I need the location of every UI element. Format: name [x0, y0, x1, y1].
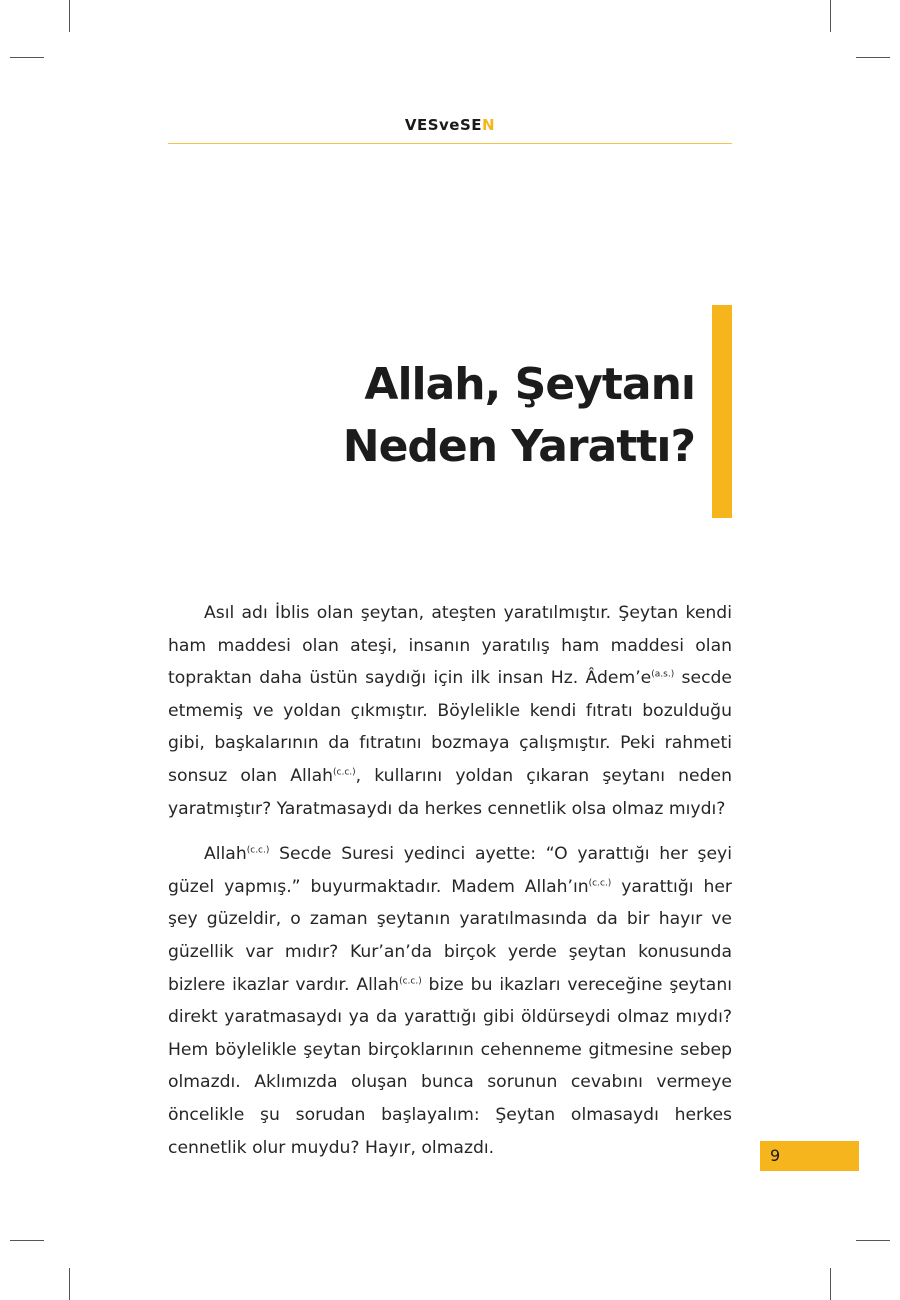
crop-mark — [69, 0, 70, 32]
chapter-title — [343, 354, 695, 478]
crop-mark — [830, 0, 831, 32]
honorific-superscript: (c.c.) — [333, 767, 356, 778]
chapter-title-line-2: Neden Yarattı? — [342, 421, 695, 472]
crop-mark — [10, 1240, 44, 1241]
text-run: bize bu ikazları vereceğine şeytanı direkt yaratmasaydı ya da yarattığı gibi öldürseydi olmaz mıydı? Hem böylelikle şeytan birçoklarının cehenneme gitmesine sebep olmazdı. Aklımızda oluşan bunca sorunun cevabını vermeye öncelikle şu sorudan başlayalım: Şeytan olmasaydı herkes cennetlik olur muydu? Hayır, olmazdı. — [168, 974, 732, 1158]
brand-accent-letter: N — [482, 116, 496, 134]
title-accent-bar — [712, 305, 732, 518]
brand-main: VESveSE — [404, 116, 483, 134]
page-number-tab — [760, 1141, 859, 1171]
chapter-title-line-1: Allah, Şeytanı — [364, 359, 695, 410]
running-header — [168, 116, 732, 134]
paragraph-2 — [168, 838, 732, 1164]
honorific-superscript: (c.c.) — [588, 878, 612, 889]
crop-mark — [10, 57, 44, 58]
honorific-superscript: (c.c.) — [246, 845, 270, 856]
text-run: , kullarını yoldan çıkaran şeytanı neden yaratmıştır? Yaratmasaydı da herkes cennetlik olsa olmaz mıydı? — [168, 765, 732, 819]
text-run: Allah — [204, 844, 247, 865]
crop-mark — [856, 1240, 890, 1241]
honorific-superscript: (a.s.) — [651, 669, 675, 680]
body-text — [168, 597, 732, 1164]
crop-mark — [69, 1268, 70, 1300]
crop-mark — [856, 57, 890, 58]
paragraph-1 — [168, 597, 732, 825]
header-rule — [168, 143, 732, 144]
text-run: yarattığı her şey güzeldir, o zaman şeytanın yaratılmasında da bir hayır ve güzellik var mıdır? Kur’an’da birçok yerde şeytan konusunda bizlere ikazlar vardır. Allah — [168, 876, 732, 995]
text-run: Asıl adı İblis olan şeytan, ateşten yaratılmıştır. Şeytan kendi ham maddesi olan ateşi, insanın yaratılış ham maddesi olan topraktan daha üstün saydığı için ilk insan Hz. Âdem’e — [168, 603, 732, 689]
text-run: secde etmemiş ve yoldan çıkmıştır. Böylelikle kendi fıtratı bozulduğu gibi, başkalarının da fıtratını bozmaya çalışmıştır. Peki rahmeti sonsuz olan Allah — [168, 668, 732, 786]
text-run: Secde Suresi yedinci ayette: “O yarattığı her şeyi güzel yapmış.” buyurmaktadır. Madem Allah’ın — [168, 844, 732, 897]
honorific-superscript: (c.c.) — [399, 975, 422, 986]
page-number: 9 — [770, 1146, 781, 1165]
crop-mark — [830, 1268, 831, 1300]
